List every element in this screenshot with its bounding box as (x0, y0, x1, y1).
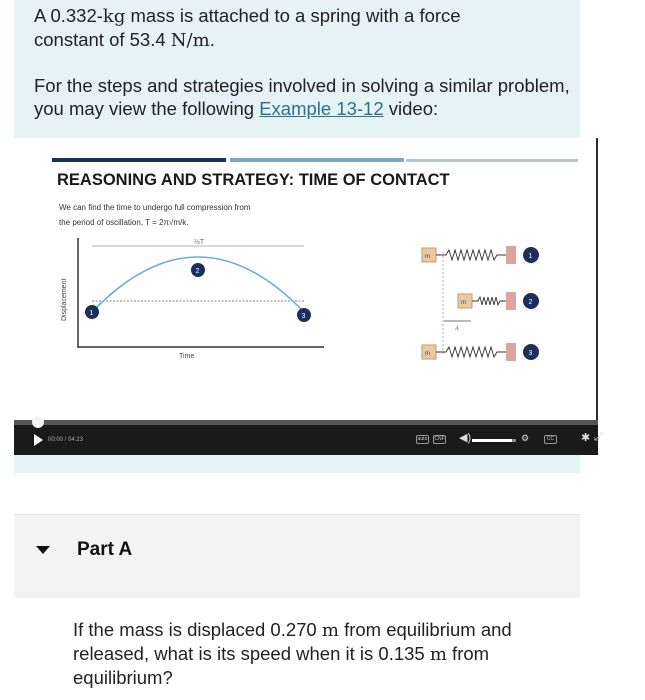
slide-text-1: We can find the time to undergo full compression from (59, 203, 251, 212)
point-3-label: 3 (301, 313, 306, 320)
header-bar-dark (52, 158, 226, 162)
step-1-label: 1 (528, 253, 533, 260)
progress-knob[interactable] (32, 416, 44, 428)
steps-paragraph (34, 74, 574, 120)
collapse-caret-icon[interactable] (36, 546, 50, 554)
spring-unit: N/m (170, 30, 210, 51)
header-bar-light (406, 159, 578, 162)
video-player[interactable] (14, 138, 603, 455)
mass-label-1: m (425, 254, 430, 260)
volume-icon[interactable]: ◀) (459, 432, 472, 444)
mass-label-2: m (461, 300, 466, 306)
question-unit: m (429, 644, 447, 665)
point-1-label: 1 (89, 310, 94, 317)
play-icon[interactable] (34, 434, 43, 446)
volume-level (472, 439, 512, 442)
steps-suffix: video: (383, 98, 439, 119)
spring-2 (472, 297, 506, 305)
header-bar-mid (230, 158, 404, 162)
time-display: 00:00 / 04:23 (48, 437, 84, 443)
question-text: from equilibrium and released, what is its speed when it is 0.135 (73, 619, 512, 664)
problem-text: mass is attached to a spring with a force (125, 5, 461, 26)
part-a-question (73, 618, 563, 689)
problem-text: A 0.332- (34, 5, 103, 26)
half-period-label: ½T (194, 239, 205, 246)
captions-chip[interactable]: CC (544, 435, 557, 444)
question-unit: m (321, 620, 339, 641)
slide-title: REASONING AND STRATEGY: TIME OF CONTACT (57, 171, 450, 189)
y-axis-label: Displacement (61, 278, 68, 321)
wall-3 (506, 343, 516, 361)
point-2-label: 2 (195, 268, 200, 275)
step-3-label: 3 (528, 350, 533, 357)
problem-text: . (209, 29, 215, 50)
step-2-label: 2 (528, 299, 533, 306)
example-link[interactable]: Example 13-12 (259, 98, 384, 119)
settings-icon[interactable]: ✱ (581, 432, 591, 444)
amplitude-label: A (455, 326, 459, 332)
part-a-header[interactable] (14, 514, 580, 598)
steps-text: For the steps and strategies involved in solving a similar problem, you may view the following (34, 75, 570, 119)
part-a-label: Part A (77, 539, 133, 560)
mass-unit: kg (102, 6, 126, 27)
video-slide (14, 138, 598, 420)
wall-1 (506, 246, 516, 264)
audio-track-chip[interactable]: CNF (434, 436, 445, 442)
mass-label-3: m (425, 351, 430, 357)
question-text: If the mass is displaced 0.270 (73, 619, 322, 640)
slide-text-2: the period of oscillation, T = 2π√m/k. (59, 218, 189, 227)
spring-1 (436, 250, 506, 260)
progress-bar[interactable] (14, 420, 598, 425)
spring-3 (436, 347, 506, 357)
quality-chip[interactable]: auto (417, 436, 428, 442)
volume-slider[interactable] (472, 439, 516, 442)
fullscreen-icon[interactable]: ⤢ (594, 431, 603, 443)
wall-2 (506, 292, 516, 310)
video-controls (14, 420, 603, 455)
speed-button[interactable]: ⚙ (521, 433, 530, 443)
problem-text: constant of 53.4 (34, 29, 171, 50)
x-axis-label: Time (179, 353, 195, 360)
question-text: from equilibrium? (73, 643, 490, 688)
problem-statement (34, 4, 574, 52)
